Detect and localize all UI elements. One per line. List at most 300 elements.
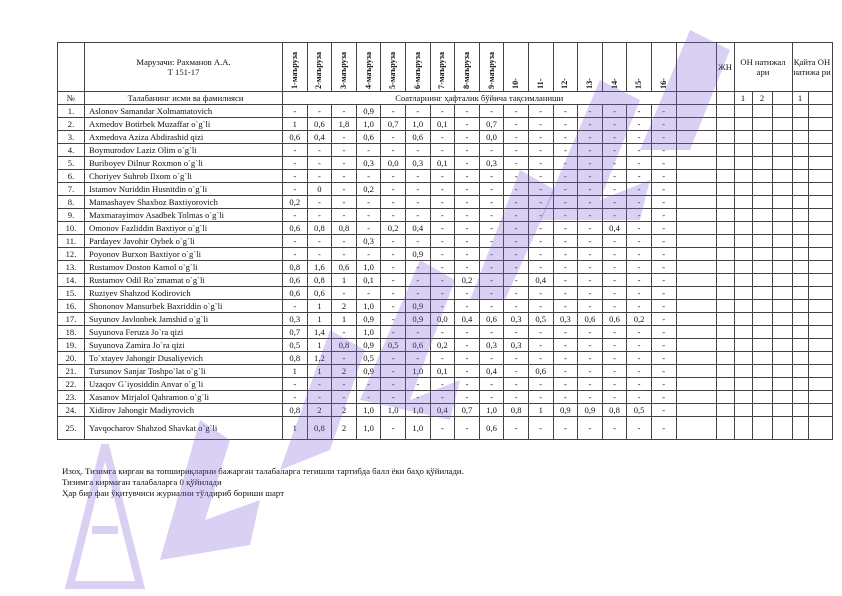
empty-result-cell bbox=[772, 248, 792, 261]
empty-result-cell bbox=[792, 313, 808, 326]
lecture-score: - bbox=[504, 326, 529, 339]
lecture-score: - bbox=[651, 378, 676, 391]
empty-result-cell bbox=[808, 183, 832, 196]
table-row bbox=[58, 196, 833, 209]
lecture-score: - bbox=[381, 417, 406, 440]
lecture-score: 0,8 bbox=[332, 222, 357, 235]
empty-result-cell bbox=[752, 300, 772, 313]
retake-sub-2 bbox=[808, 92, 832, 105]
empty-result-cell bbox=[792, 144, 808, 157]
empty-result-cell bbox=[752, 144, 772, 157]
empty-result-cell bbox=[676, 261, 716, 274]
on-retake-header: Қайта ОН натижа ри bbox=[792, 43, 832, 92]
lecture-score: - bbox=[430, 183, 455, 196]
student-name: Boymurodov Laziz Olim o`g`li bbox=[85, 144, 283, 157]
lecture-score: - bbox=[553, 261, 578, 274]
empty-result-cell bbox=[734, 326, 752, 339]
lecture-header-3 bbox=[332, 43, 357, 92]
lecture-score: - bbox=[430, 222, 455, 235]
empty-result-cell bbox=[734, 339, 752, 352]
lecture-score: - bbox=[479, 235, 504, 248]
lecture-score: - bbox=[651, 157, 676, 170]
empty-result-cell bbox=[752, 326, 772, 339]
empty-result-cell bbox=[792, 118, 808, 131]
lecture-label: 2-маъруза bbox=[314, 51, 324, 89]
empty-result-cell bbox=[734, 235, 752, 248]
lecture-score: 1,0 bbox=[356, 118, 381, 131]
lecture-header-12 bbox=[553, 43, 578, 92]
lecture-score: - bbox=[381, 352, 406, 365]
lecture-score: - bbox=[528, 300, 553, 313]
lecture-score: - bbox=[283, 300, 308, 313]
lecture-score: - bbox=[578, 274, 603, 287]
lecture-score: 1 bbox=[283, 365, 308, 378]
lecture-score: - bbox=[602, 339, 627, 352]
lecture-score: 0,2 bbox=[381, 222, 406, 235]
lecture-score: - bbox=[651, 183, 676, 196]
lecture-score: - bbox=[602, 157, 627, 170]
lecture-score: - bbox=[307, 391, 332, 404]
lecture-score: - bbox=[602, 170, 627, 183]
lecture-score: - bbox=[528, 157, 553, 170]
lecture-score: 0,6 bbox=[307, 118, 332, 131]
empty-result-cell bbox=[734, 157, 752, 170]
lecture-label: 5-маъруза bbox=[388, 51, 398, 89]
lecture-score: - bbox=[430, 248, 455, 261]
lecture-score: - bbox=[651, 326, 676, 339]
student-name: Rustamov Odil Ro`zmamat o`g`li bbox=[85, 274, 283, 287]
lecture-label: 9-маъруза bbox=[486, 51, 496, 89]
empty-result-cell bbox=[772, 209, 792, 222]
lecture-score: - bbox=[283, 391, 308, 404]
lecture-score: - bbox=[627, 300, 652, 313]
lecture-score: 0,3 bbox=[504, 339, 529, 352]
lecture-score: 0,3 bbox=[356, 235, 381, 248]
empty-result-cell bbox=[772, 313, 792, 326]
lecture-score: - bbox=[553, 378, 578, 391]
lecture-score: - bbox=[553, 131, 578, 144]
lecture-score: - bbox=[455, 261, 480, 274]
lecture-score: - bbox=[430, 300, 455, 313]
empty-result-cell bbox=[716, 274, 734, 287]
empty-result-cell bbox=[752, 339, 772, 352]
empty-result-cell bbox=[716, 378, 734, 391]
empty-result-cell bbox=[772, 196, 792, 209]
empty-result-cell bbox=[772, 183, 792, 196]
on-sub-3 bbox=[772, 92, 792, 105]
lecture-score: 1,6 bbox=[307, 261, 332, 274]
lecture-score: - bbox=[455, 300, 480, 313]
empty-result-cell bbox=[716, 339, 734, 352]
lecture-score: 0,9 bbox=[356, 105, 381, 118]
lecture-score: 1,4 bbox=[307, 326, 332, 339]
lecture-score: - bbox=[651, 313, 676, 326]
lecture-score: - bbox=[528, 326, 553, 339]
lecture-score: - bbox=[553, 144, 578, 157]
empty-result-cell bbox=[808, 352, 832, 365]
lecture-score: 0,4 bbox=[455, 313, 480, 326]
lecture-score: - bbox=[455, 209, 480, 222]
lecture-score: - bbox=[332, 183, 357, 196]
lecture-score: 0,6 bbox=[602, 313, 627, 326]
lecture-score: - bbox=[602, 365, 627, 378]
lecture-score: - bbox=[455, 378, 480, 391]
lecture-score: 2 bbox=[332, 417, 357, 440]
lecture-score: - bbox=[504, 378, 529, 391]
lecture-score: - bbox=[332, 170, 357, 183]
lecture-score: - bbox=[602, 391, 627, 404]
row-number: 19. bbox=[58, 339, 85, 352]
empty-result-cell bbox=[734, 183, 752, 196]
lecture-score: 1,0 bbox=[356, 326, 381, 339]
table-row bbox=[58, 391, 833, 404]
lecture-score: - bbox=[430, 417, 455, 440]
jn-header: ЖН bbox=[716, 43, 734, 92]
empty-result-cell bbox=[792, 170, 808, 183]
lecture-score: - bbox=[578, 105, 603, 118]
lecture-score: - bbox=[528, 144, 553, 157]
lecture-score: - bbox=[479, 287, 504, 300]
lecture-score: 0,2 bbox=[283, 196, 308, 209]
lecture-score: - bbox=[332, 209, 357, 222]
empty-result-cell bbox=[716, 118, 734, 131]
empty-result-cell bbox=[716, 209, 734, 222]
lecture-score: - bbox=[627, 261, 652, 274]
table-row bbox=[58, 248, 833, 261]
lecture-header-5 bbox=[381, 43, 406, 92]
empty-result-cell bbox=[772, 287, 792, 300]
lecture-score: - bbox=[553, 118, 578, 131]
lecture-score: - bbox=[430, 287, 455, 300]
lecture-score: - bbox=[479, 352, 504, 365]
lecture-score: 1 bbox=[307, 339, 332, 352]
empty-result-cell bbox=[752, 235, 772, 248]
lecture-score: - bbox=[283, 378, 308, 391]
lecture-score: - bbox=[578, 157, 603, 170]
empty-result-cell bbox=[772, 391, 792, 404]
student-name: Aslonov Samandar Xolmamatovich bbox=[85, 105, 283, 118]
student-name: Axmedova Aziza Abdirashid qizi bbox=[85, 131, 283, 144]
lecture-score: - bbox=[381, 365, 406, 378]
lecture-score: - bbox=[651, 196, 676, 209]
lecture-score: - bbox=[381, 326, 406, 339]
lecture-score: 1 bbox=[332, 313, 357, 326]
empty-result-cell bbox=[734, 404, 752, 417]
lecture-score: - bbox=[430, 144, 455, 157]
empty-result-cell bbox=[772, 144, 792, 157]
empty-result-cell bbox=[676, 326, 716, 339]
lecture-score: - bbox=[356, 222, 381, 235]
lecture-score: 1,8 bbox=[332, 118, 357, 131]
lecture-score: - bbox=[578, 183, 603, 196]
empty-result-cell bbox=[808, 196, 832, 209]
lecture-score: - bbox=[528, 209, 553, 222]
row-number: 15. bbox=[58, 287, 85, 300]
empty-result-cell bbox=[716, 196, 734, 209]
lecture-score: 0,0 bbox=[430, 313, 455, 326]
lecture-score: 0,9 bbox=[553, 404, 578, 417]
lecture-score: - bbox=[553, 196, 578, 209]
empty-result-cell bbox=[772, 417, 792, 440]
lecture-score: - bbox=[528, 183, 553, 196]
table-row bbox=[58, 287, 833, 300]
empty-result-cell bbox=[772, 157, 792, 170]
lecture-score: - bbox=[651, 300, 676, 313]
lecture-score: - bbox=[479, 144, 504, 157]
lecture-score: - bbox=[651, 404, 676, 417]
row-number: 11. bbox=[58, 235, 85, 248]
lecture-score: 0,9 bbox=[356, 339, 381, 352]
lecture-score: - bbox=[602, 144, 627, 157]
lecture-score: 0,1 bbox=[356, 274, 381, 287]
lecture-score: - bbox=[479, 222, 504, 235]
lecture-score: - bbox=[504, 287, 529, 300]
lecture-score: 0,4 bbox=[307, 131, 332, 144]
lecture-score: - bbox=[405, 183, 430, 196]
empty-result-cell bbox=[772, 261, 792, 274]
empty-result-cell bbox=[772, 105, 792, 118]
empty-result-cell bbox=[676, 378, 716, 391]
lecture-score: - bbox=[504, 144, 529, 157]
lecture-score: 0,3 bbox=[356, 157, 381, 170]
lecture-score: - bbox=[504, 248, 529, 261]
lecture-score: - bbox=[479, 274, 504, 287]
lecture-score: - bbox=[553, 287, 578, 300]
lecture-score: - bbox=[381, 313, 406, 326]
lecture-score: - bbox=[356, 378, 381, 391]
lecture-score: 0,9 bbox=[578, 404, 603, 417]
lecture-score: 0,8 bbox=[283, 404, 308, 417]
lecture-header-6 bbox=[405, 43, 430, 92]
lecture-score: 0,5 bbox=[356, 352, 381, 365]
empty-result-cell bbox=[716, 326, 734, 339]
lecture-score: - bbox=[430, 209, 455, 222]
student-name: Suyunova Feruza Jo`ra qizi bbox=[85, 326, 283, 339]
empty-result-cell bbox=[752, 222, 772, 235]
lecture-score: 0,6 bbox=[479, 417, 504, 440]
lecture-score: - bbox=[381, 131, 406, 144]
lecture-score: - bbox=[455, 417, 480, 440]
lecture-score: - bbox=[504, 274, 529, 287]
lecture-label: 11- bbox=[535, 78, 545, 89]
lecture-score: - bbox=[528, 105, 553, 118]
row-number: 25. bbox=[58, 417, 85, 440]
lecture-score: - bbox=[553, 274, 578, 287]
lecture-score: - bbox=[651, 170, 676, 183]
lecture-score: 2 bbox=[332, 404, 357, 417]
lecture-score: - bbox=[504, 417, 529, 440]
lecture-score: - bbox=[528, 417, 553, 440]
lecture-score: 1,0 bbox=[356, 300, 381, 313]
lecture-label: 8-маъруза bbox=[461, 51, 471, 89]
lecture-score: - bbox=[528, 118, 553, 131]
empty-result-cell bbox=[716, 287, 734, 300]
lecture-score: - bbox=[381, 248, 406, 261]
lecture-score: 1 bbox=[307, 365, 332, 378]
empty-result-cell bbox=[772, 274, 792, 287]
lecture-score: - bbox=[479, 248, 504, 261]
lecture-score: - bbox=[332, 157, 357, 170]
lecture-score: 1,0 bbox=[356, 417, 381, 440]
empty-result-cell bbox=[792, 326, 808, 339]
table-row bbox=[58, 118, 833, 131]
lecture-score: 2 bbox=[332, 300, 357, 313]
empty-result-cell bbox=[752, 352, 772, 365]
header-row-sub bbox=[58, 92, 833, 105]
lecture-score: - bbox=[578, 326, 603, 339]
empty-result-cell bbox=[716, 365, 734, 378]
lecture-score: 0,1 bbox=[430, 157, 455, 170]
empty-result-cell bbox=[716, 300, 734, 313]
lecture-score: - bbox=[627, 157, 652, 170]
jn-sub bbox=[716, 92, 734, 105]
row-number: 1. bbox=[58, 105, 85, 118]
lecture-score: 0,1 bbox=[430, 365, 455, 378]
lecture-score: - bbox=[553, 300, 578, 313]
lecture-score: 0,2 bbox=[356, 183, 381, 196]
lecture-score: 0,3 bbox=[283, 313, 308, 326]
empty-result-cell bbox=[752, 391, 772, 404]
lecture-score: - bbox=[651, 352, 676, 365]
student-name: Rustamov Doston Kamol o`g`li bbox=[85, 261, 283, 274]
lecture-score: - bbox=[332, 287, 357, 300]
empty-result-cell bbox=[676, 339, 716, 352]
table-row bbox=[58, 326, 833, 339]
lecture-score: 0,6 bbox=[283, 131, 308, 144]
lecture-score: 1,0 bbox=[405, 118, 430, 131]
on-results-header: ОН натижал ари bbox=[734, 43, 792, 92]
lecture-score: 1,0 bbox=[405, 404, 430, 417]
lecture-score: - bbox=[405, 261, 430, 274]
empty-result-cell bbox=[676, 404, 716, 417]
empty-result-cell bbox=[792, 391, 808, 404]
lecture-score: - bbox=[332, 144, 357, 157]
lecture-score: 0,8 bbox=[332, 339, 357, 352]
lecture-score: - bbox=[332, 131, 357, 144]
lecture-header-10 bbox=[504, 43, 529, 92]
lecture-score: 0,4 bbox=[602, 222, 627, 235]
lecture-score: - bbox=[651, 339, 676, 352]
lecture-score: - bbox=[578, 170, 603, 183]
on-sub-2: 2 bbox=[752, 92, 772, 105]
lecture-score: - bbox=[578, 352, 603, 365]
student-name: Mamashayev Shaxboz Baxtiyorovich bbox=[85, 196, 283, 209]
lecture-header-15 bbox=[627, 43, 652, 92]
lecture-score: 0,9 bbox=[405, 248, 430, 261]
student-name: Pardayev Javohir Oybek o`g`li bbox=[85, 235, 283, 248]
lecture-score: 1,0 bbox=[356, 404, 381, 417]
student-name: Choriyev Suhrob Ilxom o`g`li bbox=[85, 170, 283, 183]
lecture-score: 1,0 bbox=[381, 404, 406, 417]
notes-block bbox=[62, 466, 464, 499]
lecture-score: - bbox=[283, 183, 308, 196]
empty-result-cell bbox=[752, 287, 772, 300]
lecture-score: 1 bbox=[307, 300, 332, 313]
empty-result-cell bbox=[808, 391, 832, 404]
lecture-score: - bbox=[602, 105, 627, 118]
lecture-score: - bbox=[578, 378, 603, 391]
lecture-score: - bbox=[578, 235, 603, 248]
lecture-score: - bbox=[430, 391, 455, 404]
lecture-score: 0,3 bbox=[504, 313, 529, 326]
lecture-score: - bbox=[553, 209, 578, 222]
lecture-score: - bbox=[504, 365, 529, 378]
table-row bbox=[58, 378, 833, 391]
lecture-score: - bbox=[430, 326, 455, 339]
empty-result-cell bbox=[792, 287, 808, 300]
lecture-score: - bbox=[504, 222, 529, 235]
lecture-score: 0 bbox=[307, 183, 332, 196]
lecture-header-7 bbox=[430, 43, 455, 92]
lecture-score: - bbox=[578, 300, 603, 313]
lecture-score: - bbox=[528, 222, 553, 235]
table-row bbox=[58, 222, 833, 235]
table-row bbox=[58, 261, 833, 274]
student-name: Maxmarayimov Asadbek Tolmas o`g`li bbox=[85, 209, 283, 222]
lecture-score: - bbox=[528, 391, 553, 404]
table-row bbox=[58, 170, 833, 183]
empty-result-cell bbox=[734, 365, 752, 378]
lecture-score: - bbox=[578, 144, 603, 157]
lecture-score: - bbox=[307, 378, 332, 391]
lecture-score: - bbox=[381, 391, 406, 404]
student-name: To`xtayev Jahongir Dusaliyevich bbox=[85, 352, 283, 365]
empty-result-cell bbox=[734, 352, 752, 365]
empty-result-cell bbox=[716, 404, 734, 417]
lecture-score: - bbox=[651, 417, 676, 440]
lecture-score: - bbox=[283, 235, 308, 248]
lecture-score: - bbox=[356, 287, 381, 300]
row-number: 23. bbox=[58, 391, 85, 404]
row-number: 8. bbox=[58, 196, 85, 209]
lecture-score: - bbox=[455, 248, 480, 261]
lecture-score: - bbox=[332, 248, 357, 261]
empty-result-cell bbox=[808, 287, 832, 300]
empty-result-cell bbox=[792, 157, 808, 170]
lecture-score: 1,2 bbox=[307, 352, 332, 365]
empty-result-cell bbox=[734, 222, 752, 235]
student-name: Shononov Mansurbek Baxriddin o`g`li bbox=[85, 300, 283, 313]
lecture-score: - bbox=[405, 144, 430, 157]
lecture-score: 0,3 bbox=[405, 157, 430, 170]
lecture-score: 0,9 bbox=[405, 300, 430, 313]
lecture-score: - bbox=[627, 326, 652, 339]
lecture-score: - bbox=[578, 391, 603, 404]
empty-result-cell bbox=[808, 313, 832, 326]
lecture-score: - bbox=[602, 209, 627, 222]
lecture-header-2 bbox=[307, 43, 332, 92]
lecture-score: - bbox=[553, 222, 578, 235]
lecture-score: 0,5 bbox=[627, 404, 652, 417]
empty-result-cell bbox=[676, 144, 716, 157]
lecture-score: 1 bbox=[283, 417, 308, 440]
empty-result-cell bbox=[752, 378, 772, 391]
lecture-score: - bbox=[332, 196, 357, 209]
empty-result-cell bbox=[752, 417, 772, 440]
empty-result-cell bbox=[676, 209, 716, 222]
lecture-score: - bbox=[627, 365, 652, 378]
student-name: Buriboyev Dilnur Roxmon o`g`li bbox=[85, 157, 283, 170]
empty-result-cell bbox=[676, 183, 716, 196]
lecture-score: - bbox=[455, 170, 480, 183]
empty-result-cell bbox=[752, 274, 772, 287]
lecture-label: 16- bbox=[658, 78, 668, 89]
lecture-score: 2 bbox=[307, 404, 332, 417]
lecture-score: - bbox=[455, 144, 480, 157]
lecture-score: - bbox=[307, 144, 332, 157]
table-row bbox=[58, 157, 833, 170]
table-row bbox=[58, 339, 833, 352]
